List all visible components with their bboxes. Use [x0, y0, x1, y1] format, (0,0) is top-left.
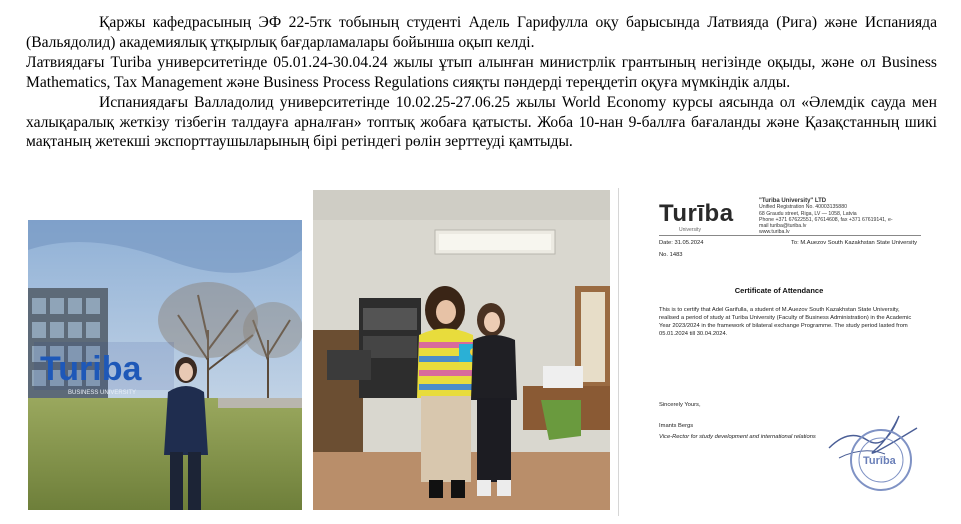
paragraph-1: Қаржы кафедрасының ЭФ 22-5тк тобының студенті Адель Гарифулла оқу барысында Латвияда (Рига) және Испанияда (Вальядолид) академиялық ұтқырлық бағдарламалары бойынша оқып келді.: [26, 14, 937, 51]
header-divider: [659, 235, 921, 236]
paragraph-3: Испаниядағы Валладолид университетінде 10.02.25-27.06.25 жылы World Economy курсы аясында ол «Әлемдік сауда мен халықаралық жеткізу тізбегін талдауға арналған» топтық жобаға қатысты. Жоба 10-нан 9-баллға бағаланды және Қазақстанның шикі мақтаның жетекші экспорттаушыларының бірі ретіндегі рөлін зерттеуді қамтыды.: [26, 93, 937, 151]
turiba-logo: Turība: [659, 200, 734, 227]
org-name: "Turiba University" LTD: [759, 198, 827, 204]
campus-photo-illustration: [28, 220, 302, 510]
certificate-number: No. 1483: [659, 252, 683, 258]
org-line: 68 Graudu street, Riga, LV — 1058, Latvia: [759, 210, 857, 217]
paragraph-2: Латвиядағы Turiba университетінде 05.01.24-30.04.24 жылы ұтып алынған министрлік грантының негізінде оқыды, және ол Business Mathematics, Tax Management және Business Process Regulations сияқты пәндерді тереңдетіп оқуға мүмкіндік алды.: [26, 53, 937, 91]
org-line: Unified Registration No. 40003135880: [759, 204, 847, 211]
office-group-photo: [313, 190, 610, 510]
certificate-body: This is to certify that Adel Garifulla, a student of M.Auezov South Kazakhstan State University, realised a period of study at Turiba University (Faculty of Business Administration) in the Academic Year 2023/2024 in the framework of bilateral exchange Programme. The study period lasted from 05.01.2024 till 30.04.2024.: [659, 307, 912, 337]
certificate-date: Date: 31.05.2024: [659, 240, 704, 246]
stamp-text: Turība: [863, 455, 896, 467]
turiba-sign-text: Turiba: [40, 350, 142, 388]
office-photo-illustration: [313, 190, 610, 510]
org-line: Phone +371 67622551, 67614608, fax +371 67619141, e-mail turiba@turiba.lv: [759, 216, 893, 230]
certificate-of-attendance: [618, 188, 939, 516]
certificate-recipient: To: M.Auezov South Kazakhstan State University: [791, 240, 917, 246]
certificate-title: Certificate of Attendance: [734, 286, 824, 295]
org-line: www.turiba.lv: [759, 229, 790, 236]
certificate-header: [759, 198, 899, 236]
turiba-campus-photo: [28, 220, 302, 510]
signer-title: Vice-Rector for study development and international relations: [659, 434, 816, 440]
article-text: [26, 13, 937, 152]
signature-mark: [829, 416, 917, 453]
certificate-closing: Sincerely Yours,: [659, 402, 701, 408]
turiba-sign-subtitle: BUSINESS UNIVERSITY: [68, 390, 137, 396]
signer-name: Imants Bergs: [659, 423, 694, 429]
signature-and-stamp: [819, 388, 929, 498]
turiba-logo-subtitle: University: [679, 227, 701, 233]
